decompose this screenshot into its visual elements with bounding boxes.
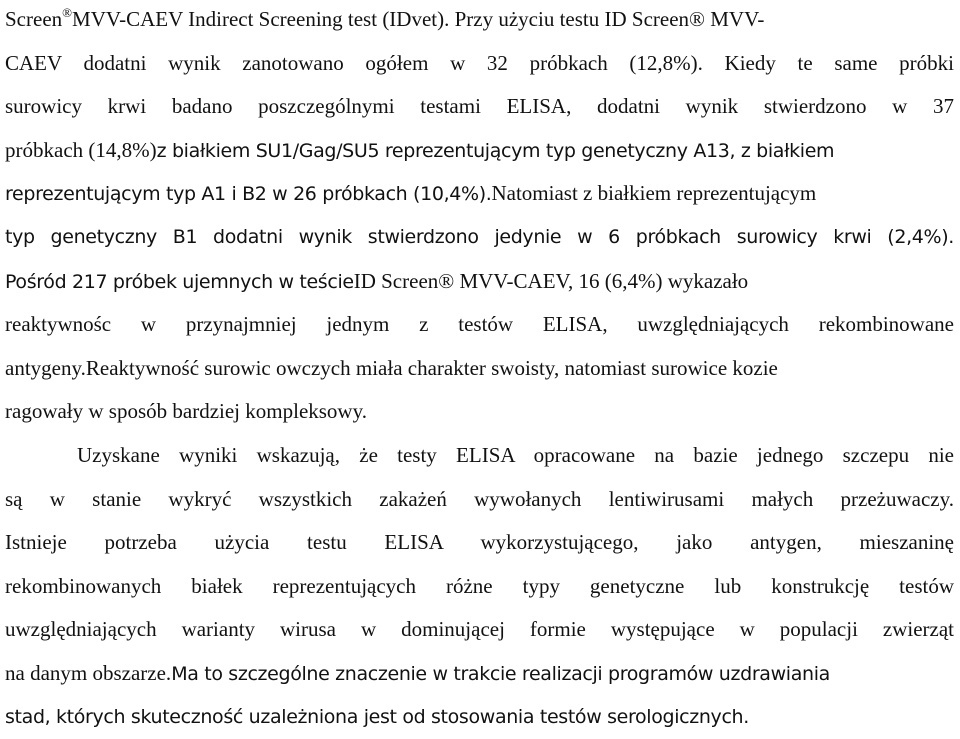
- document-page: [5, 0, 954, 739]
- text-line: [5, 172, 954, 216]
- text-run: z białkiem SU1/Gag/SU5 reprezentującym typ genetyczny A13, z białkiem: [157, 130, 835, 173]
- text-line: Uzyskane wyniki wskazują, że testy ELISA opracowane na bazie jednego szczepu nie: [5, 434, 954, 478]
- text-line: są w stanie wykryć wszystkich zakażeń wywołanych lentiwirusami małych przeżuwaczy.: [5, 478, 954, 522]
- text-run: MVV-CAEV Indirect Screening test (IDvet). Przy użyciu testu ID Screen® MVV-: [72, 0, 764, 42]
- text-run: Reaktywność surowic owczych miała charakter swoisty, natomiast surowice kozie: [86, 347, 778, 391]
- text-line: typ genetyczny B1 dodatni wynik stwierdzono jedynie w 6 próbkach surowicy krwi (2,4%).: [5, 216, 954, 260]
- text-line: Istnieje potrzeba użycia testu ELISA wykorzystującego, jako antygen, mieszaninę: [5, 521, 954, 565]
- text-line: [5, 129, 954, 173]
- text-run: Natomiast z białkiem reprezentującym: [491, 172, 816, 216]
- text-run: antygeny.: [5, 347, 86, 391]
- registered-mark: ®: [62, 5, 72, 20]
- text-line: rekombinowanych białek reprezentujących różne typy genetyczne lub konstrukcję testów: [5, 565, 954, 609]
- text-line: surowicy krwi badano poszczególnymi testami ELISA, dodatni wynik stwierdzono w 37: [5, 85, 954, 129]
- text-run: Pośród 217 próbek ujemnych w teście: [5, 261, 354, 304]
- text-line: CAEV dodatni wynik zanotowano ogółem w 32 próbkach (12,8%). Kiedy te same próbki: [5, 42, 954, 86]
- text-line: [5, 347, 954, 391]
- text-run: na danym obszarze.: [5, 652, 171, 696]
- text-run: Ma to szczególne znaczenie w trakcie realizacji programów uzdrawiania: [171, 653, 830, 696]
- paragraph-results: [5, 0, 954, 434]
- text-line: reaktywnośc w przynajmniej jednym z testów ELISA, uwzględniających rekombinowane: [5, 303, 954, 347]
- text-line: [5, 0, 954, 42]
- text-line: stad, których skuteczność uzależniona jest od stosowania testów serologicznych.: [5, 696, 954, 739]
- text-line: uwzględniających warianty wirusa w dominującej formie występujące w populacji zwierząt: [5, 608, 954, 652]
- text-run: Screen: [5, 0, 62, 42]
- text-run: próbkach (14,8%): [5, 129, 157, 173]
- text-line: [5, 260, 954, 304]
- text-line: ragowały w sposób bardziej kompleksowy.: [5, 390, 954, 434]
- text-run: ID Screen® MVV-CAEV, 16 (6,4%) wykazało: [354, 260, 748, 304]
- paragraph-conclusions: [5, 434, 954, 739]
- text-run: reprezentującym typ A1 i B2 w 26 próbkach (10,4%).: [5, 173, 491, 216]
- text-line: [5, 652, 954, 696]
